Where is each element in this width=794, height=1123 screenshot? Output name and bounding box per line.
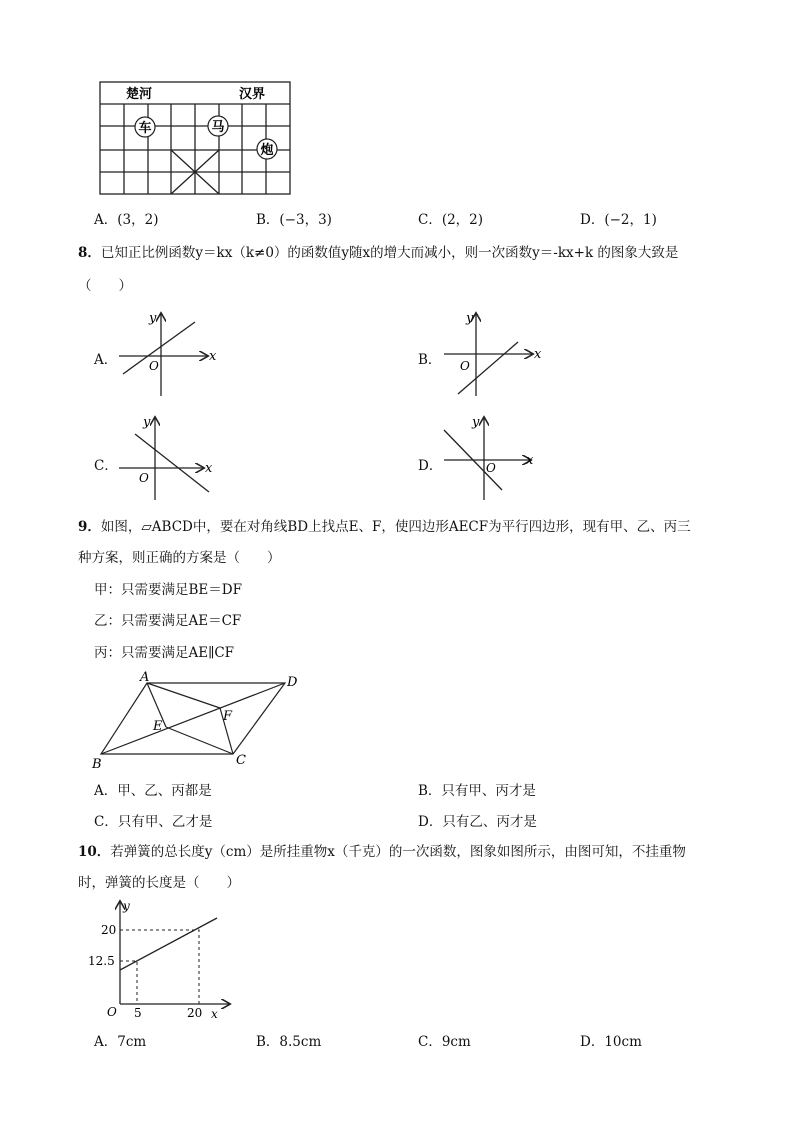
q9-plan-bing: 丙：只需要满足AE∥CF <box>94 645 235 661</box>
chess-board-figure <box>98 80 294 198</box>
x-axis-label: x <box>211 1007 218 1021</box>
q8-graph-d <box>440 412 550 502</box>
y-axis-label: y <box>472 415 480 430</box>
y-axis-label: y <box>123 899 130 913</box>
guide-line-20 <box>120 930 199 1004</box>
x-axis-label: x <box>526 453 534 468</box>
y-axis-label: y <box>466 311 474 326</box>
q9-number: 9． <box>78 519 101 535</box>
q7-option-a: A．(3，2) <box>94 212 159 228</box>
x-axis-label: x <box>209 349 217 364</box>
q10-question-line1 <box>78 842 686 862</box>
q9-option-b: B．只有甲、丙才是 <box>418 783 536 799</box>
q8-graph-a <box>115 308 225 398</box>
q10-number: 10． <box>78 844 111 860</box>
y-axis-label: y <box>143 415 151 430</box>
x-tick-5: 5 <box>134 1006 142 1020</box>
q8-graph-b <box>440 308 550 398</box>
q8-option-c-label: C． <box>94 458 118 474</box>
x-axis-label: x <box>534 347 542 362</box>
guide-line-5 <box>120 961 137 1004</box>
segment-af <box>147 683 220 708</box>
point-f-label: F <box>223 709 233 724</box>
q8-option-d-label: D． <box>418 458 443 474</box>
spring-length-graph <box>85 898 235 1023</box>
point-c-label: C <box>236 753 246 768</box>
point-b-label: B <box>92 757 102 772</box>
q8-answer-paren: （ ） <box>78 278 132 294</box>
function-line <box>123 322 195 374</box>
point-d-label: D <box>287 675 298 690</box>
q9-question-line2: 种方案，则正确的方案是（ ） <box>78 550 281 566</box>
y-tick-12-5: 12.5 <box>88 954 115 968</box>
q7-option-b: B．(−3，3) <box>256 212 332 228</box>
q7-option-d: D．(−2，1) <box>580 212 657 228</box>
q9-option-a: A．甲、乙、丙都是 <box>94 783 212 799</box>
q9-text-line1: 如图，▱ABCD中，要在对角线BD上找点E、F，使四边形AECF为平行四边形，现有甲、乙、丙三 <box>100 519 691 535</box>
q9-plan-yi: 乙：只需要满足AE＝CF <box>94 613 242 629</box>
origin-label: O <box>460 359 470 373</box>
origin-label: O <box>139 471 149 485</box>
q9-plan-jia: 甲：只需要满足BE＝DF <box>94 582 242 598</box>
q8-number: 8． <box>78 245 101 261</box>
parallelogram-figure <box>88 668 313 773</box>
q8-graph-c <box>115 412 225 502</box>
q8-question <box>78 243 678 263</box>
q10-option-a: A．7cm <box>94 1034 147 1050</box>
q10-option-d: D．10cm <box>580 1034 642 1050</box>
q7-option-c: C．(2，2) <box>418 212 484 228</box>
q8-option-b-label: B． <box>418 352 442 368</box>
q10-option-c: C．9cm <box>418 1034 471 1050</box>
origin-label: O <box>149 359 159 373</box>
q8-option-a-label: A． <box>94 352 118 368</box>
piece-che-label: 车 <box>138 121 152 136</box>
q9-option-c: C．只有甲、乙才是 <box>94 814 213 830</box>
q10-text-line1: 若弹簧的总长度y（cm）是所挂重物x（千克）的一次函数，图象如图所示，由图可知，不挂重物 <box>110 844 686 860</box>
piece-ma-label: 马 <box>211 120 225 135</box>
piece-pao-label: 炮 <box>260 143 274 158</box>
segment-ec <box>166 727 233 754</box>
origin-label: O <box>107 1005 117 1019</box>
q9-question-line1 <box>78 517 691 537</box>
q10-question-line2: 时，弹簧的长度是（ ） <box>78 875 240 891</box>
origin-label: O <box>486 461 496 475</box>
x-tick-20: 20 <box>187 1006 203 1020</box>
q10-option-b: B．8.5cm <box>256 1034 322 1050</box>
river-label-left: 楚河 <box>126 87 153 102</box>
x-axis-label: x <box>205 461 213 476</box>
q9-option-d: D．只有乙、丙才是 <box>418 814 537 830</box>
function-line <box>120 918 217 970</box>
q8-text: 已知正比例函数y＝kx（k≠0）的函数值y随x的增大而减小，则一次函数y＝-kx+k 的图象大致是 <box>100 245 679 261</box>
river-label-right: 汉界 <box>239 87 266 102</box>
diagonal-bd <box>101 683 285 754</box>
y-axis-label: y <box>149 311 157 326</box>
y-tick-20: 20 <box>101 923 117 937</box>
point-a-label: A <box>140 670 150 685</box>
point-e-label: E <box>153 719 163 734</box>
